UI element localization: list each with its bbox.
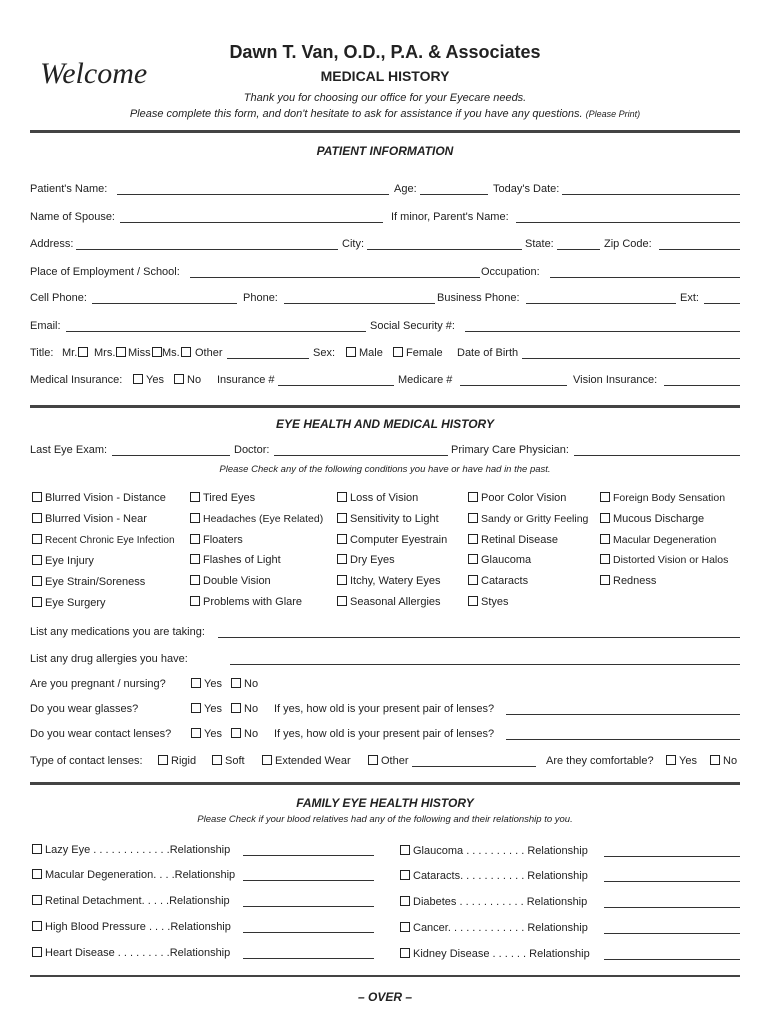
spouse-field[interactable] [120, 222, 383, 223]
comfortable-label: Are they comfortable? [546, 755, 654, 767]
pcp-field[interactable] [574, 455, 740, 456]
relationship-field[interactable] [604, 907, 740, 908]
doctor-label: Doctor: [234, 444, 270, 456]
address-field[interactable] [76, 249, 338, 250]
condition-item[interactable]: Loss of Vision [337, 488, 447, 509]
relationship-field[interactable] [604, 959, 740, 960]
insurance-no-option[interactable] [174, 374, 201, 386]
condition-item[interactable]: Computer Eyestrain [337, 530, 447, 551]
medicare-field[interactable] [460, 385, 567, 386]
instructions-main: Please complete this form, and don't hesitate to ask for assistance if you have any questions. [129, 108, 583, 120]
zip-label: Zip Code: [604, 238, 652, 250]
allergies-field[interactable] [230, 664, 740, 665]
condition-item[interactable]: Redness [600, 571, 728, 592]
condition-checkbox[interactable] [337, 534, 347, 544]
glasses-label: Do you wear glasses? [30, 703, 139, 715]
pregnant-yes-option[interactable]: Yes [191, 678, 222, 690]
condition-checkbox[interactable] [337, 554, 347, 564]
male-text: Male [359, 347, 383, 359]
medicare-label: Medicare # [398, 374, 453, 386]
condition-item[interactable]: Tired Eyes [190, 488, 323, 509]
last-eye-exam-label: Last Eye Exam: [30, 444, 108, 456]
section-title-family: FAMILY EYE HEALTH HISTORY [296, 796, 474, 810]
ext-label: Ext: [680, 292, 699, 304]
lens-type-label: Type of contact lenses: [30, 755, 143, 767]
pregnant-no-checkbox[interactable] [231, 678, 241, 688]
conditions-col-1 [32, 488, 175, 614]
condition-item[interactable]: Macular Degeneration [600, 530, 728, 551]
age-label: Age: [394, 183, 417, 195]
employment-field[interactable] [190, 277, 480, 278]
family-note: Please Check if your blood relatives had any of the following and their relationship to you. [197, 814, 573, 825]
condition-item[interactable]: Poor Color Vision [468, 488, 588, 509]
pregnant-yes-checkbox[interactable] [191, 678, 201, 688]
relationship-field[interactable] [604, 933, 740, 934]
glasses-no-option[interactable]: No [231, 703, 258, 715]
ssn-field[interactable] [465, 331, 740, 332]
lens-other-option[interactable]: Other [368, 755, 409, 767]
insurance-number-field[interactable] [278, 385, 394, 386]
condition-checkbox[interactable] [32, 597, 42, 607]
title-other-label: Other [195, 347, 223, 359]
condition-item[interactable]: Floaters [190, 530, 323, 551]
family-item[interactable]: Glaucoma . . . . . . . . . . Relationship [400, 845, 588, 857]
condition-item[interactable]: Eye Injury [32, 551, 175, 572]
glasses-age-label: If yes, how old is your present pair of lenses? [274, 703, 495, 715]
sex-label: Sex: [313, 347, 336, 359]
parent-field[interactable] [516, 222, 740, 223]
age-field[interactable] [420, 194, 488, 195]
condition-checkbox[interactable] [337, 513, 347, 523]
insurance-yes-text: Yes [146, 374, 164, 386]
condition-checkbox[interactable] [468, 554, 478, 564]
condition-checkbox[interactable] [600, 554, 610, 564]
condition-checkbox[interactable] [32, 492, 42, 502]
title-ms-text: Ms. [162, 347, 180, 359]
title-mrs-text: Mrs. [94, 347, 116, 359]
thanks-text: Thank you for choosing our office for your Eyecare needs. [243, 92, 527, 104]
pregnant-no-option[interactable]: No [231, 678, 258, 690]
medications-label: List any medications you are taking: [30, 626, 205, 638]
comfortable-yes-checkbox[interactable] [666, 755, 676, 765]
conditions-col-4 [468, 488, 588, 613]
section-title-eye-health: EYE HEALTH AND MEDICAL HISTORY [275, 417, 495, 431]
condition-checkbox[interactable] [468, 513, 478, 523]
occupation-field[interactable] [550, 277, 740, 278]
todays-date-field[interactable] [562, 194, 740, 195]
comfortable-no-option[interactable]: No [710, 755, 737, 767]
form-title: MEDICAL HISTORY [320, 68, 450, 84]
title-mrs-option[interactable] [94, 347, 129, 359]
condition-checkbox[interactable] [190, 513, 200, 523]
insurance-no-checkbox[interactable] [174, 374, 184, 384]
condition-item[interactable]: Retinal Disease [468, 530, 588, 551]
condition-checkbox[interactable] [468, 492, 478, 502]
rigid-checkbox[interactable] [158, 755, 168, 765]
condition-item[interactable]: Blurred Vision - Near [32, 509, 175, 530]
condition-item[interactable]: Dry Eyes [337, 550, 447, 571]
condition-item[interactable]: Problems with Glare [190, 592, 323, 613]
condition-item[interactable]: Mucous Discharge [600, 509, 728, 530]
condition-item[interactable]: Eye Strain/Soreness [32, 572, 175, 593]
soft-option[interactable]: Soft [212, 755, 245, 767]
extended-wear-option[interactable]: Extended Wear [262, 755, 351, 767]
title-other-field[interactable] [227, 358, 309, 359]
family-item[interactable]: Kidney Disease . . . . . . Relationship [400, 948, 590, 960]
sex-male-option[interactable] [346, 347, 383, 359]
title-mr-option[interactable] [62, 347, 91, 359]
glasses-yes-option[interactable]: Yes [191, 703, 222, 715]
city-field[interactable] [367, 249, 522, 250]
business-phone-field[interactable] [526, 303, 676, 304]
family-item[interactable]: Lazy Eye . . . . . . . . . . . . .Relationship [32, 844, 230, 856]
city-label: City: [342, 238, 364, 250]
condition-checkbox[interactable] [468, 534, 478, 544]
conditions-col-5 [600, 488, 728, 592]
condition-checkbox[interactable] [32, 555, 42, 565]
patient-name-field[interactable] [117, 194, 389, 195]
doctor-field[interactable] [274, 455, 448, 456]
relationship-field[interactable] [243, 880, 374, 881]
conditions-col-2 [190, 488, 323, 613]
family-item[interactable]: Cataracts. . . . . . . . . . . Relationship [400, 870, 588, 882]
insurance-number-label: Insurance # [217, 374, 275, 386]
divider [30, 782, 740, 785]
female-text: Female [406, 347, 443, 359]
condition-item[interactable]: Flashes of Light [190, 550, 323, 571]
vision-insurance-field[interactable] [664, 385, 740, 386]
family-checkbox[interactable] [400, 870, 410, 880]
female-checkbox[interactable] [393, 347, 403, 357]
family-item[interactable]: Diabetes . . . . . . . . . . . Relationship [400, 896, 587, 908]
condition-checkbox[interactable] [600, 513, 610, 523]
divider [30, 405, 740, 408]
condition-item[interactable]: Styes [468, 592, 588, 613]
family-checkbox[interactable] [400, 948, 410, 958]
sex-female-option[interactable] [393, 347, 443, 359]
practice-name: Dawn T. Van, O.D., P.A. & Associates [229, 42, 541, 62]
state-field[interactable] [557, 249, 600, 250]
title-ms-option[interactable] [162, 347, 194, 359]
pcp-label: Primary Care Physician: [451, 444, 569, 456]
contacts-label: Do you wear contact lenses? [30, 728, 172, 740]
condition-item[interactable]: Blurred Vision - Distance [32, 488, 175, 509]
condition-checkbox[interactable] [337, 492, 347, 502]
family-item[interactable]: High Blood Pressure . . . .Relationship [32, 921, 231, 933]
condition-checkbox[interactable] [32, 576, 42, 586]
contacts-yes-checkbox[interactable] [191, 728, 201, 738]
condition-checkbox[interactable] [600, 492, 610, 502]
pregnant-label: Are you pregnant / nursing? [30, 678, 166, 690]
relationship-field[interactable] [604, 881, 740, 882]
condition-checkbox[interactable] [468, 596, 478, 606]
family-checkbox[interactable] [32, 895, 42, 905]
employment-label: Place of Employment / School: [30, 266, 180, 278]
email-field[interactable] [66, 331, 366, 332]
relationship-field[interactable] [604, 856, 740, 857]
comfortable-no-checkbox[interactable] [710, 755, 720, 765]
family-checkbox[interactable] [32, 947, 42, 957]
family-item[interactable]: Cancer. . . . . . . . . . . . . Relationship [400, 922, 588, 934]
address-label: Address: [30, 238, 74, 250]
last-eye-exam-field[interactable] [112, 455, 230, 456]
comfortable-yes-option[interactable]: Yes [666, 755, 697, 767]
glasses-no-checkbox[interactable] [231, 703, 241, 713]
cell-phone-field[interactable] [92, 303, 237, 304]
condition-checkbox[interactable] [32, 513, 42, 523]
title-mr-checkbox[interactable] [78, 347, 88, 357]
title-miss-checkbox[interactable] [152, 347, 162, 357]
cell-phone-label: Cell Phone: [30, 292, 87, 304]
condition-item[interactable]: Sandy or Gritty Feeling [468, 509, 588, 530]
parent-label: If minor, Parent's Name: [391, 211, 509, 223]
condition-item[interactable]: Cataracts [468, 571, 588, 592]
medications-field[interactable] [218, 637, 740, 638]
glasses-age-field[interactable] [506, 714, 740, 715]
condition-item[interactable]: Distorted Vision or Halos [600, 550, 728, 571]
glasses-yes-checkbox[interactable] [191, 703, 201, 713]
male-checkbox[interactable] [346, 347, 356, 357]
condition-checkbox[interactable] [337, 596, 347, 606]
family-item[interactable]: Heart Disease . . . . . . . . .Relationship [32, 947, 230, 959]
condition-checkbox[interactable] [190, 534, 200, 544]
condition-checkbox[interactable] [190, 575, 200, 585]
family-item[interactable]: Macular Degeneration. . . .Relationship [32, 869, 235, 881]
section-title-patient: PATIENT INFORMATION [316, 144, 454, 158]
condition-item[interactable]: Glaucoma [468, 550, 588, 571]
allergies-label: List any drug allergies you have: [30, 653, 188, 665]
soft-checkbox[interactable] [212, 755, 222, 765]
relationship-field[interactable] [243, 958, 374, 959]
vision-insurance-label: Vision Insurance: [573, 374, 658, 386]
family-checkbox[interactable] [32, 844, 42, 854]
condition-item[interactable]: Foreign Body Sensation [600, 488, 728, 509]
title-miss-text: Miss [128, 347, 151, 359]
condition-item[interactable]: Double Vision [190, 571, 323, 592]
lens-other-field[interactable] [412, 766, 536, 767]
instructions-text [0, 108, 770, 120]
insurance-yes-option[interactable] [133, 374, 164, 386]
condition-checkbox[interactable] [337, 575, 347, 585]
family-checkbox[interactable] [400, 845, 410, 855]
divider [30, 130, 740, 133]
condition-item[interactable]: Sensitivity to Light [337, 509, 447, 530]
condition-checkbox[interactable] [32, 534, 42, 544]
business-phone-label: Business Phone: [437, 292, 520, 304]
medical-insurance-label: Medical Insurance: [30, 374, 123, 386]
phone-field[interactable] [284, 303, 435, 304]
extended-wear-checkbox[interactable] [262, 755, 272, 765]
title-mrs-checkbox[interactable] [116, 347, 126, 357]
insurance-no-text: No [187, 374, 202, 386]
contacts-no-checkbox[interactable] [231, 728, 241, 738]
todays-date-label: Today's Date: [493, 183, 560, 195]
family-item[interactable]: Retinal Detachment. . . . .Relationship [32, 895, 230, 907]
zip-field[interactable] [659, 249, 740, 250]
family-checkbox[interactable] [400, 896, 410, 906]
title-mr-text: Mr. [62, 347, 78, 359]
family-checkbox[interactable] [32, 869, 42, 879]
over-note: – OVER – [357, 990, 413, 1004]
title-label: Title: [30, 347, 54, 359]
condition-checkbox[interactable] [600, 534, 610, 544]
condition-item[interactable]: Itchy, Watery Eyes [337, 571, 447, 592]
condition-item[interactable]: Recent Chronic Eye Infection [32, 530, 175, 552]
ssn-label: Social Security #: [370, 320, 455, 332]
lens-other-checkbox[interactable] [368, 755, 378, 765]
ext-field[interactable] [704, 303, 740, 304]
spouse-label: Name of Spouse: [30, 211, 115, 223]
relationship-field[interactable] [243, 932, 374, 933]
condition-checkbox[interactable] [190, 596, 200, 606]
condition-item[interactable]: Eye Surgery [32, 593, 175, 614]
condition-item[interactable]: Seasonal Allergies [337, 592, 447, 613]
phone-label: Phone: [243, 292, 278, 304]
relationship-field[interactable] [243, 855, 374, 856]
welcome-heading: Welcome [40, 57, 148, 90]
title-ms-checkbox[interactable] [181, 347, 191, 357]
dob-field[interactable] [522, 358, 740, 359]
rigid-option[interactable]: Rigid [158, 755, 196, 767]
conditions-note: Please Check any of the following conditions you have or have had in the past. [219, 464, 551, 475]
email-label: Email: [30, 320, 61, 332]
contacts-yes-option[interactable]: Yes [191, 728, 222, 740]
contacts-age-label: If yes, how old is your present pair of lenses? [274, 728, 495, 740]
family-checkbox[interactable] [400, 922, 410, 932]
please-print-note: (Please Print) [585, 109, 641, 119]
condition-checkbox[interactable] [600, 575, 610, 585]
insurance-yes-checkbox[interactable] [133, 374, 143, 384]
contacts-age-field[interactable] [506, 739, 740, 740]
condition-checkbox[interactable] [468, 575, 478, 585]
divider [30, 975, 740, 977]
state-label: State: [525, 238, 554, 250]
condition-checkbox[interactable] [190, 554, 200, 564]
patient-name-label: Patient's Name: [30, 183, 108, 195]
condition-item[interactable]: Headaches (Eye Related) [190, 509, 323, 530]
relationship-field[interactable] [243, 906, 374, 907]
occupation-label: Occupation: [481, 266, 540, 278]
contacts-no-option[interactable]: No [231, 728, 258, 740]
title-miss-option[interactable] [128, 347, 165, 359]
condition-checkbox[interactable] [190, 492, 200, 502]
conditions-col-3 [337, 488, 447, 613]
family-checkbox[interactable] [32, 921, 42, 931]
dob-label: Date of Birth [457, 347, 519, 359]
